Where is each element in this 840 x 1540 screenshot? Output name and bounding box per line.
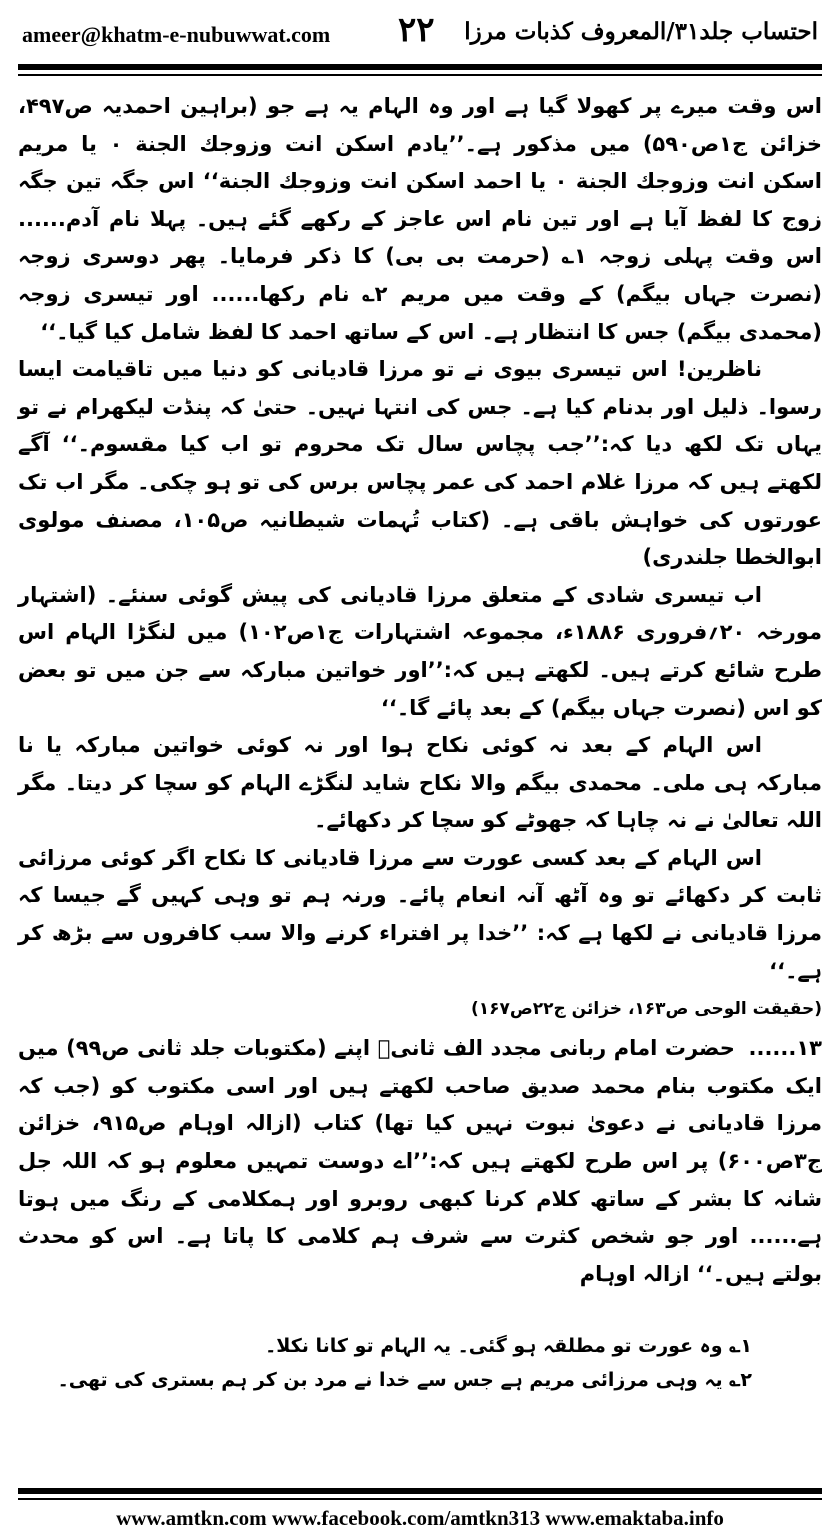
footer-rule-thick <box>18 1488 822 1494</box>
footnote-2-marker: ۲؎ <box>729 1369 752 1392</box>
footnote-1 <box>18 1329 822 1363</box>
reference-haqiqat: (حقیقت الوحی ص۱۶۳، خزائن ج۲۲ص۱۶۷) <box>470 999 822 1020</box>
footnote-2-text: یہ وہی مرزائی مریم ہے جس سے خدا نے مرد بن کر ہم بستری کی تھی۔ <box>57 1369 723 1392</box>
section-13 <box>18 1030 822 1293</box>
page-body <box>18 88 822 1397</box>
paragraph-1: اس وقت میرے پر کھولا گیا ہے اور وہ الہام یہ ہے جو (براہین احمدیہ ص۴۹۷، خزائن ج۱ص۵۹۰) میں مذکور ہے۔’’یادم اسکن انت وزوجك الجنة ۰ یا مریم اسکن انت وزوجك الجنة ۰ یا احمد اسکن انت وزوجك الجنة‘‘ اس جگہ تین جگہ زوج کا لفظ آیا ہے اور تین نام اس عاجز کے رکھے گئے ہیں۔ پہلا نام آدم...... اس وقت پہلی زوجہ ۱؎ (حرمت بی بی) کا ذکر فرمایا۔ پھر دوسری زوجہ (نصرت جہاں بیگم) کے وقت میں مریم ۲؎ نام رکھا...... اور تیسری زوجہ (محمدی بیگم) جس کا انتظار ہے۔ اس کے ساتھ احمد کا لفظ شامل کیا گیا۔‘‘ <box>18 94 822 344</box>
paragraph-5: اس الہام کے بعد کسی عورت سے مرزا قادیانی کا نکاح اگر کوئی مرزائی ثابت کر دکھائے تو وہ آٹھ آنہ انعام پائے۔ ورنہ ہم تو وہی کہیں گے جیسا کہ مرزا قادیانی نے لکھا ہے کہ: ’’خدا پر افتراء کرنے والا سب کافروں سے بڑھ کر ہے۔‘‘ <box>18 845 822 983</box>
footnote-1-marker: ۱؎ <box>729 1335 752 1358</box>
paragraph-4: اس الہام کے بعد نہ کوئی نکاح ہوا اور نہ کوئی خواتین مبارکہ یا نا مبارکہ ہی ملی۔ محمدی بیگم والا نکاح شاید لنگڑے الہام کو سچا کر دیتا۔ مگر اللہ تعالیٰ نے نہ چاہا کہ جھوٹے کو سچا کر دکھائے۔ <box>18 733 822 833</box>
footnote-1-text: وہ عورت تو مطلقہ ہو گئی۔ یہ الہام تو کانا نکلا۔ <box>265 1335 723 1358</box>
section-13-text: حضرت امام ربانی مجدد الف ثانیؒ اپنے (مکتوبات جلد ثانی ص۹۹) میں ایک مکتوب بنام محمد صدیق صاحب لکھتے ہیں اور اسی مکتوب کو (جب کہ مرزا قادیانی نے دعویٰ نبوت نہیں کیا تھا) کتاب (ازالہ اوہام ص۹۱۵، خزائن ج۳ص۶۰۰) پر اس طرح لکھتے ہیں کہ:’’اے دوست تمہیں معلوم ہو کہ اللہ جل شانہ کا بشر کے ساتھ کلام کرنا کبھی روبرو اور ہمکلامی کے رنگ میں ہوتا ہے...... اور جو شخص کثرت سے شرف ہم کلامی کا پاتا ہے۔ اس کو محدث بولتے ہیں۔‘‘ ازالہ اوہام <box>18 1036 823 1286</box>
page-number: ۲۲ <box>398 10 435 50</box>
paragraph-3: اب تیسری شادی کے متعلق مرزا قادیانی کی پیش گوئی سنئے۔ (اشتہار مورخہ ۲۰؍فروری ۱۸۸۶ء، مجموعہ اشتہارات ج۱ص۱۰۲) میں لنگڑا الہام اس طرح شائع کرتے ہیں۔ لکھتے ہیں کہ:’’اور خواتین مبارکہ سے جن میں تو بعض کو اس (نصرت جہاں بیگم) کے بعد پائے گا۔‘‘ <box>18 582 822 720</box>
footer-links: www.amtkn.com www.facebook.com/amtkn313 www.emaktaba.info <box>116 1506 724 1530</box>
footnote-gap <box>18 1293 822 1329</box>
header-email: ameer@khatm-e-nubuwwat.com <box>22 22 331 47</box>
paragraph-2: ناظرین! اس تیسری بیوی نے تو مرزا قادیانی کو دنیا میں تاقیامت ایسا رسوا۔ ذلیل اور بدنام کیا ہے۔ جس کی انتہا نہیں۔ حتیٰ کہ پنڈت لیکھرام نے تو یہاں تک لکھ دیا کہ:’’جب پچاس سال تک محروم تو اب کیا مقسوم۔‘‘ آگے لکھتے ہیں کہ مرزا غلام احمد کی عمر پچاس برس کی تو ہو چکی۔ مگر اب تک عورتوں کی خواہش باقی ہے۔ (کتاب تُہمات شیطانیہ ص۱۰۵، مصنف مولوی ابوالخطا جلندری) <box>18 357 822 570</box>
book-title: احتساب جلد۳۱/المعروف کذبات مرزا <box>464 18 818 45</box>
footer-rule-thin <box>18 1498 822 1500</box>
header-rule-thin <box>18 74 822 76</box>
section-13-number: ۱۳...... <box>748 1036 822 1061</box>
footnote-2 <box>18 1363 822 1397</box>
header-rule-thick <box>18 64 822 70</box>
